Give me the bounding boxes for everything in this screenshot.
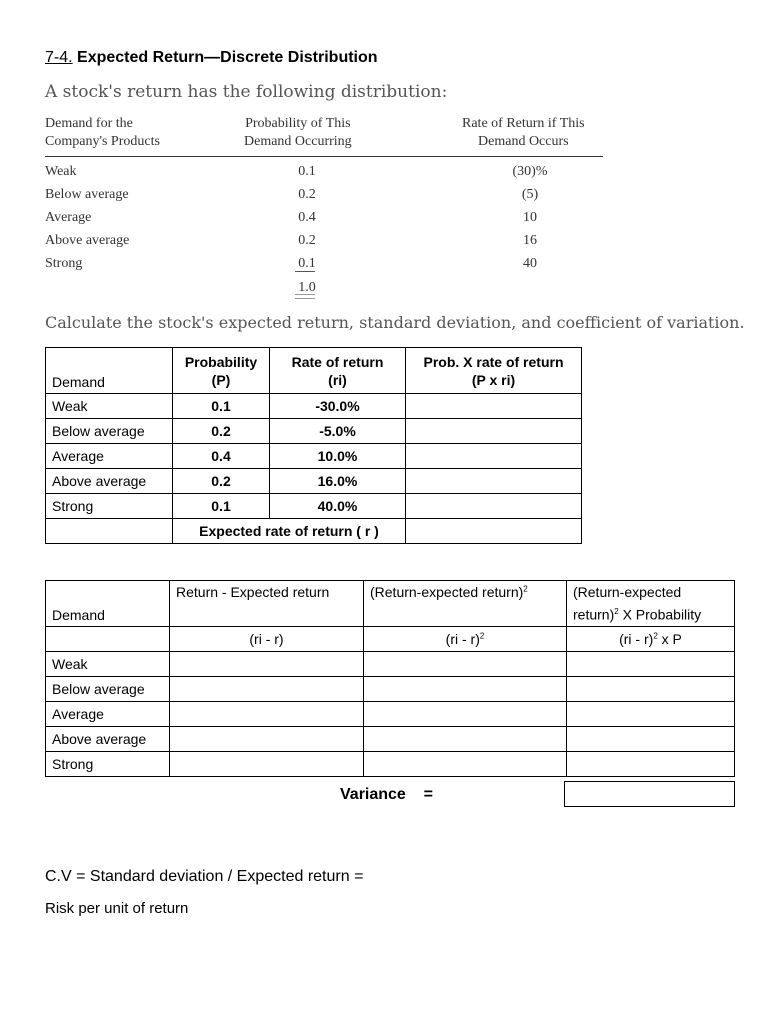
t2-weighted-cell[interactable] [567,677,735,702]
dist-header-demand-line1: Demand for the [45,116,133,131]
t2-weighted-cell[interactable] [567,702,735,727]
t2-header-deviation: Return - Expected return [170,581,364,627]
problem-number: 7-4. [45,49,73,66]
t2-deviation-cell[interactable] [170,652,364,677]
intro-text: A stock's return has the following distribution: [45,82,448,102]
table-row [46,677,735,702]
t1-probability: 0.2 [173,419,270,444]
cv-line: C.V = Standard deviation / Expected return = [45,868,364,885]
t1-demand: Strong [46,494,173,519]
total-rule [295,271,315,272]
dist-header-return-line2: Demand Occurs [478,134,569,149]
dist-row-return: 40 [523,256,537,271]
dist-row-probability: 0.4 [298,210,316,225]
t1-pxri-cell[interactable] [406,394,582,419]
dist-row-return: 10 [523,210,537,225]
variance-input[interactable] [564,781,735,807]
t2-squared-cell[interactable] [364,702,567,727]
expected-return-table [45,347,582,544]
t2-deviation-cell[interactable] [170,702,364,727]
superscript-two: 2 [523,584,528,594]
variance-table [45,580,735,777]
t1-pxri-cell[interactable] [406,494,582,519]
dist-row-demand: Weak [45,164,77,179]
t2-subheader-weighted-suffix: x P [657,631,682,647]
t1-rate: 40.0% [270,494,406,519]
t1-header-probability-line1: Probability [184,353,258,370]
t1-probability: 0.1 [173,494,270,519]
t2-header-weighted-line2 [573,602,728,625]
t2-header-squared-text: (Return-expected return) [370,584,524,600]
table-row [46,752,735,777]
t2-subheader-squared-text: (ri - r) [445,631,480,647]
superscript-two: 2 [653,631,658,641]
t2-deviation-cell[interactable] [170,727,364,752]
t2-squared-cell[interactable] [364,752,567,777]
t2-weighted-cell[interactable] [567,752,735,777]
t1-header-rate [270,348,406,394]
t1-header-probability [173,348,270,394]
t1-probability: 0.2 [173,469,270,494]
t2-demand: Strong [46,752,170,777]
dist-header-demand-line2: Company's Products [45,134,160,149]
t1-rate: 10.0% [270,444,406,469]
superscript-two: 2 [479,631,485,641]
table-row [46,702,735,727]
risk-line: Risk per unit of return [45,900,189,917]
t2-deviation-cell[interactable] [170,752,364,777]
t1-demand: Below average [46,419,173,444]
dist-header-probability-line2: Demand Occurring [244,134,352,149]
t1-rate: 16.0% [270,469,406,494]
table-row [46,394,582,419]
t2-header-weighted-line1: (Return-expected [573,584,682,601]
t1-pxri-cell[interactable] [406,419,582,444]
t2-header-demand: Demand [46,581,170,627]
dist-row-demand: Below average [45,187,129,202]
t2-subheader-deviation: (ri - r) [170,627,364,652]
t1-demand: Weak [46,394,173,419]
table-row [46,444,582,469]
table-row [46,494,582,519]
table-row [46,419,582,444]
t1-pxri-cell[interactable] [406,444,582,469]
table-row [46,519,582,544]
t1-probability: 0.4 [173,444,270,469]
t1-header-pxri-line1: Prob. X rate of return [423,353,564,370]
dist-row-return: (30)% [512,164,548,179]
table-row [46,652,735,677]
t1-blank-cell [46,519,173,544]
t1-rate: -5.0% [270,419,406,444]
dist-header-probability [244,115,352,151]
t1-demand: Above average [46,469,173,494]
t1-demand: Average [46,444,173,469]
t1-header-pxri [406,348,582,394]
instruction-text: Calculate the stock's expected return, standard deviation, and coefficient of variation. [45,313,745,332]
dist-row-probability: 0.2 [298,187,316,202]
t1-rate: -30.0% [270,394,406,419]
dist-header-rule [45,156,603,157]
t2-subheader-squared [364,627,567,652]
t2-subheader-weighted-text: (ri - r) [619,631,654,647]
page-title [45,49,378,67]
t2-squared-cell[interactable] [364,677,567,702]
t2-header-weighted [567,581,735,627]
t1-header-pxri-line2: (P x ri) [471,371,516,388]
t2-header-squared [364,581,567,627]
dist-row-demand: Above average [45,233,130,248]
t2-demand: Average [46,702,170,727]
dist-header-demand [45,115,160,151]
t2-deviation-cell[interactable] [170,677,364,702]
t2-weighted-cell[interactable] [567,652,735,677]
dist-header-return-line1: Rate of Return if This [462,116,585,131]
t2-demand: Weak [46,652,170,677]
t2-demand: Above average [46,727,170,752]
t1-header-probability-line2: (P) [211,371,231,388]
probability-total: 1.0 [298,280,316,295]
expected-return-label: Expected rate of return ( r ) [173,519,406,544]
t2-subheader-blank [46,627,170,652]
t1-header-rate-line2: (ri) [328,371,347,388]
dist-row-demand: Strong [45,256,83,271]
variance-label: Variance = [340,786,433,803]
expected-return-cell[interactable] [406,519,582,544]
t2-weighted-cell[interactable] [567,727,735,752]
dist-row-probability: 0.2 [298,233,316,248]
dist-row-return: (5) [521,187,539,202]
problem-title: Expected Return—Discrete Distribution [77,49,378,66]
t1-pxri-cell[interactable] [406,469,582,494]
dist-header-probability-line1: Probability of This [245,116,351,131]
dist-row-probability: 0.1 [298,256,316,271]
t2-squared-cell[interactable] [364,727,567,752]
t1-probability: 0.1 [173,394,270,419]
t1-header-rate-line1: Rate of return [291,353,384,370]
table-row [46,469,582,494]
total-double-underline [295,294,315,299]
t2-header-weighted-text: return) [573,606,615,623]
table-row [46,727,735,752]
t2-squared-cell[interactable] [364,652,567,677]
dist-header-return [462,115,585,151]
t1-header-demand: Demand [46,348,173,394]
superscript-two: 2 [614,607,619,617]
dist-row-probability: 0.1 [298,164,316,179]
dist-row-demand: Average [45,210,92,225]
t2-demand: Below average [46,677,170,702]
dist-row-return: 16 [523,233,537,248]
t2-header-weighted-suffix: X Probability [618,606,702,623]
t2-subheader-weighted [567,627,735,652]
